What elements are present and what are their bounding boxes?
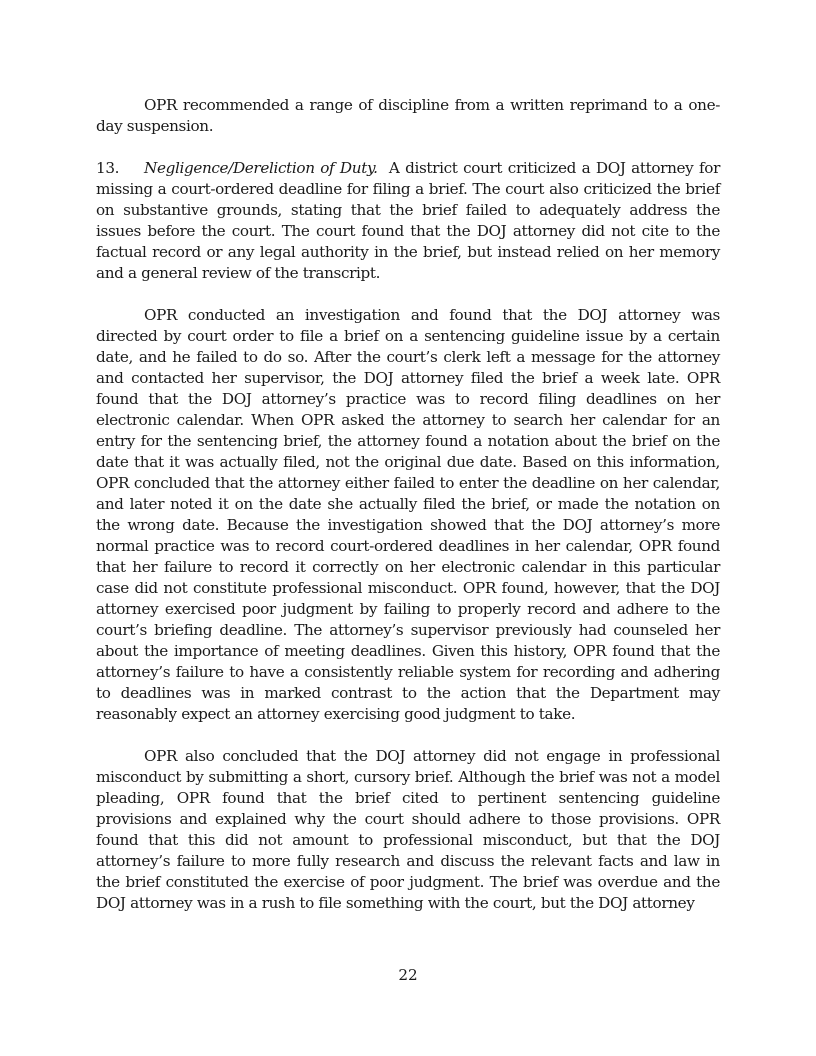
- document-page: [96, 95, 720, 935]
- paragraph-conclusion: OPR also concluded that the DOJ attorney did not engage in professional misconduct by submitting a short, cursory brief. Although the brief was not a model pleading, OPR found that the brief cited to pertinent sentencing guideline provisions and explained why the court should adhere to those provisions. OPR found that this did not amount to professional misconduct, but that the DOJ attorney’s failure to more fully research and discuss the relevant facts and law in the brief constituted the exercise of poor judgment. The brief was overdue and the DOJ attorney was in a rush to file something with the court, but the DOJ attorney: [96, 747, 720, 912]
- paragraph-investigation: OPR conducted an investigation and found that the DOJ attorney was directed by court order to file a brief on a sentencing guideline issue by a certain date, and he failed to do so. After the court’s clerk left a message for the attorney and contacted her supervisor, the DOJ attorney filed the brief a week late. OPR found that the DOJ attorney’s practice was to record filing deadlines on her electronic calendar. When OPR asked the attorney to search her calendar for an entry for the sentencing brief, the attorney found a notation about the brief on the date that it was actually filed, not the original due date. Based on this information, OPR concluded that the attorney either failed to enter the deadline on her calendar, and later noted it on the date she actually filed the brief, or made the notation on the wrong date. Because the investigation showed that the DOJ attorney’s more normal practice was to record court-ordered deadlines in her calendar, OPR found that her failure to record it correctly on her electronic calendar in this particular case did not constitute professional misconduct. OPR found, however, that the DOJ attorney exercised poor judgment by failing to properly record and adhere to the court’s briefing deadline. The attorney’s supervisor previously had counseled her about the importance of meeting deadlines. Given this history, OPR found that the attorney’s failure to have a consistently reliable system for recording and adhering to deadlines was in marked contrast to the action that the Department may reasonably expect an attorney exercising good judgment to take.: [96, 306, 720, 723]
- page-number: 22: [398, 966, 418, 984]
- paragraph-discipline: OPR recommended a range of discipline from a written reprimand to a one-day suspension.: [96, 96, 720, 135]
- item-number: 13.: [96, 159, 120, 177]
- numbered-item-13: [96, 158, 720, 284]
- item-text: A district court criticized a DOJ attorney for missing a court-ordered deadline for filing a brief. The court also criticized the brief on substantive grounds, stating that the brief failed to adequately address the issues before the court. The court found that the DOJ attorney did not cite to the factual record or any legal authority in the brief, but instead relied on her memory and a general review of the transcript.: [96, 159, 720, 282]
- item-heading: Negligence/Dereliction of Duty.: [144, 159, 378, 177]
